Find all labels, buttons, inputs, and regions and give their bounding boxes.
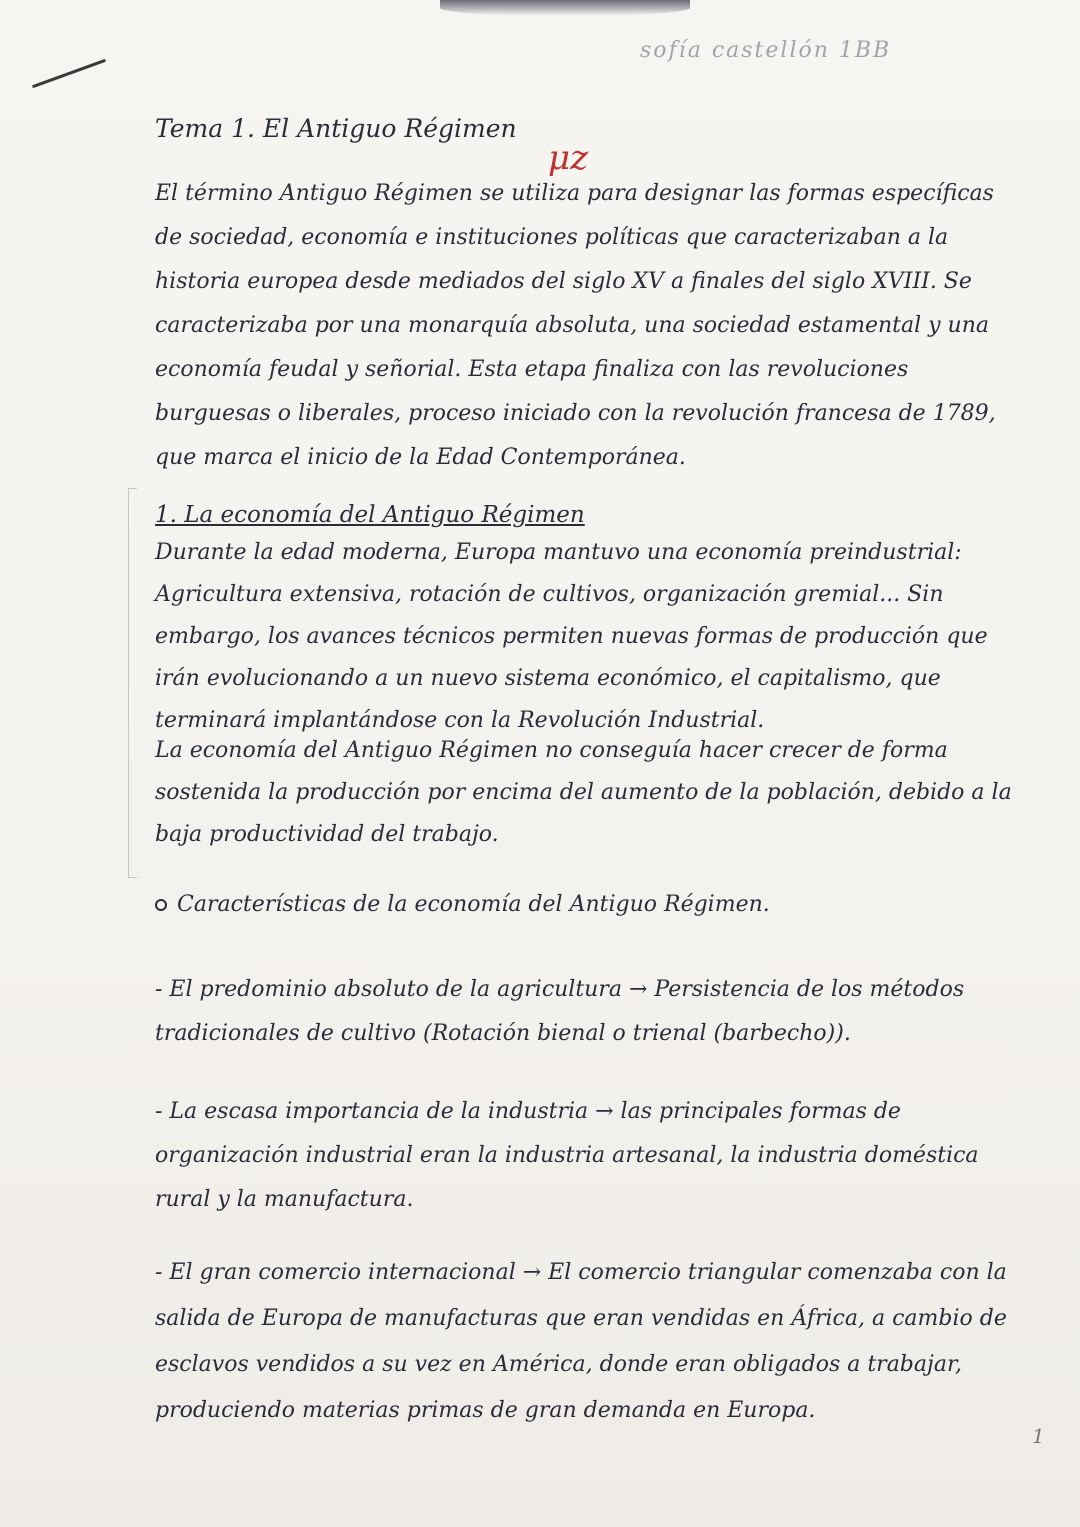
author-name: sofía castellón 1BB xyxy=(640,38,892,63)
page-title: Tema 1. El Antiguo Régimen xyxy=(155,114,517,143)
section-paragraph-1: Durante la edad moderna, Europa mantuvo una economía preindustrial: Agricultura extensiva, rotación de cultivos, organización gremial... Sin embargo, los avances técnicos permiten nuevas formas de producción que irán evolucionando a un nuevo sistema económico, el capitalismo, que terminará implantándose con la Revolución Industrial. xyxy=(155,540,988,733)
page-number: 1 xyxy=(1032,1424,1045,1448)
list-item: - La escasa importancia de la industria → las principales formas de organización industrial eran la industria artesanal, la industria doméstica rural y la manufactura. xyxy=(155,1099,979,1212)
characteristics-heading-text: Características de la economía del Antiguo Régimen. xyxy=(177,892,770,917)
section-title: 1. La economía del Antiguo Régimen xyxy=(155,502,585,528)
bullet-circle-icon xyxy=(155,899,167,911)
page-top-shadow xyxy=(440,0,690,16)
list-item: - El gran comercio internacional → El comercio triangular comenzaba con la salida de Europa de manufacturas que eran vendidas en África, a cambio de esclavos vendidos a su vez en América, donde eran obligados a trabajar, produciendo materias primas de gran demanda en Europa. xyxy=(155,1260,1007,1423)
intro-paragraph: El término Antiguo Régimen se utiliza para designar las formas específicas de sociedad, economía e instituciones políticas que caracterizaban a la historia europea desde mediados del siglo XV a finales del siglo XVIII. Se caracterizaba por una monarquía absoluta, una sociedad estamental y una economía feudal y señorial. Esta etapa finaliza con las revoluciones burguesas o liberales, proceso iniciado con la revolución francesa de 1789, que marca el inicio de la Edad Contemporánea. xyxy=(155,181,996,470)
list-item: - El predominio absoluto de la agricultura → Persistencia de los métodos tradicionales de cultivo (Rotación bienal o trienal (barbecho)). xyxy=(155,977,965,1046)
characteristics-heading xyxy=(155,892,770,917)
margin-bracket xyxy=(128,488,137,878)
teacher-initials: μz xyxy=(548,138,589,178)
section-paragraph-2: La economía del Antiguo Régimen no conseguía hacer crecer de forma sostenida la producción por encima del aumento de la población, debido a la baja productividad del trabajo. xyxy=(155,738,1012,847)
pen-stroke-mark xyxy=(32,59,106,88)
